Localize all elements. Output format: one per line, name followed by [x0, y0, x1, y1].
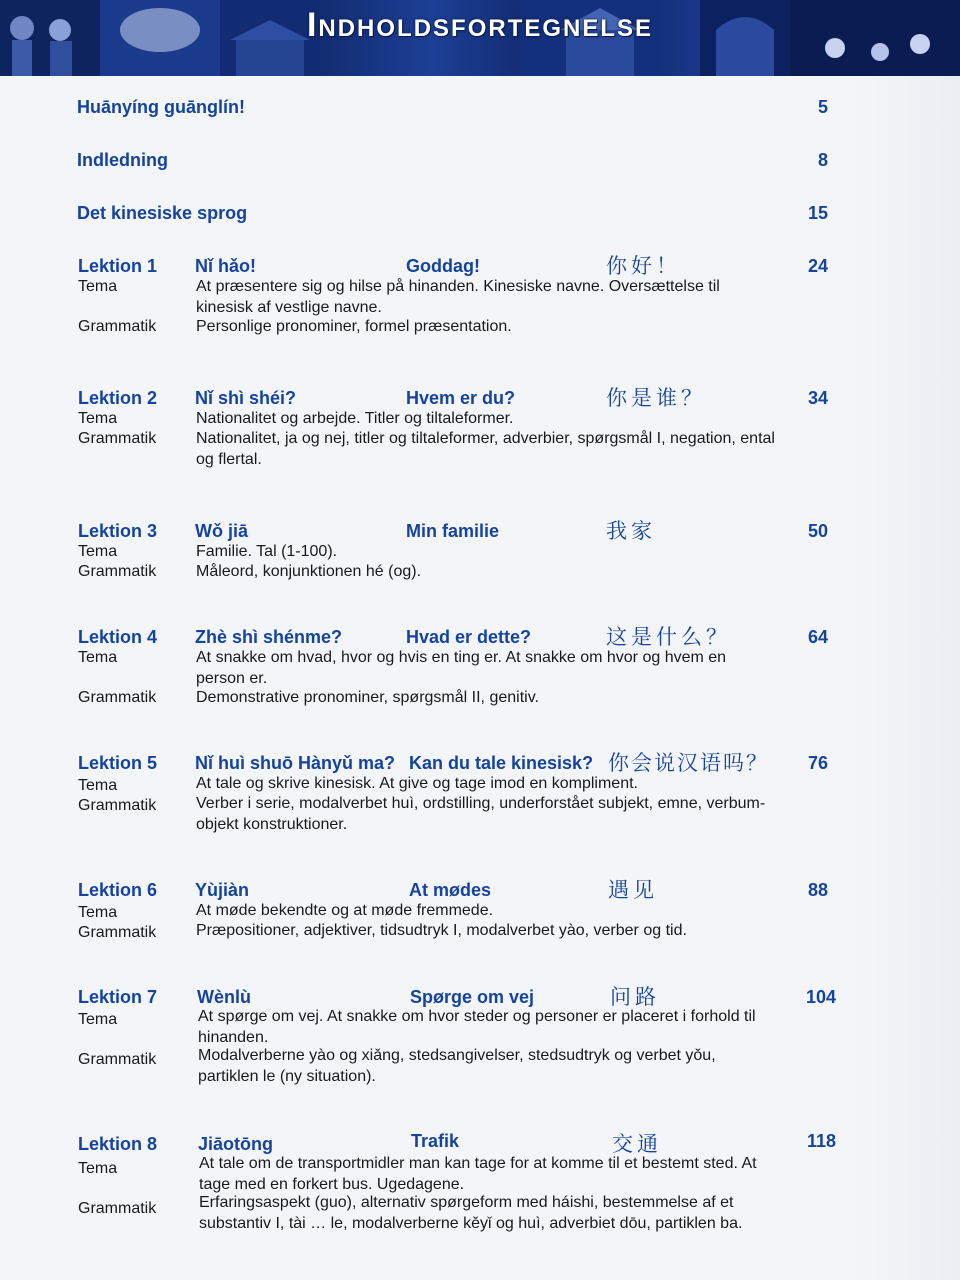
grammatik-text: Demonstrative pronominer, spørgsmål II, genitiv. [196, 689, 539, 706]
tema-text: At præsentere sig og hilse på hinanden. Kinesiske navne. Oversættelse til kinesisk af vestlige navne. [196, 278, 720, 316]
lesson-number: Lektion 4 [78, 627, 158, 647]
lesson-danish-title: Hvem er du? [406, 388, 516, 408]
grammatik-label: Grammatik [78, 689, 157, 706]
lesson-page: 118 [806, 1131, 836, 1151]
tema-text: At snakke om hvad, hvor og hvis en ting er. At snakke om hvor og hvem en person er. [196, 649, 727, 687]
lesson-danish-title: Kan du tale kinesisk? [409, 753, 594, 773]
lesson-danish-title: Trafik [411, 1131, 460, 1151]
lesson-page: 24 [807, 256, 828, 276]
tema-label: Tema [78, 649, 118, 666]
grammatik-text: Måleord, konjunktionen hé (og). [196, 563, 422, 580]
lesson-chinese-title: 这是什么？ [606, 625, 731, 649]
tema-text: At møde bekendte og at møde fremmede. [196, 902, 494, 919]
grammatik-label: Grammatik [78, 430, 157, 447]
lesson-pinyin-title: Jiāotōng [198, 1134, 273, 1154]
lesson-pinyin-title: Wǒ jiā [195, 521, 248, 541]
lesson-chinese-title: 我家 [606, 519, 656, 543]
lesson-danish-title: Hvad er dette? [406, 627, 532, 647]
grammatik-text: Verber i serie, modalverbet huì, ordstilling, underforstået subjekt, emne, verbum-objekt konstruktioner. [196, 795, 766, 833]
lesson-pinyin-title: Zhè shì shénme? [195, 627, 343, 647]
lesson-danish-title: Goddag! [406, 256, 480, 276]
tema-label: Tema [78, 1160, 118, 1177]
toc-entry-page: 15 [807, 203, 828, 223]
lesson-danish-title: At mødes [409, 880, 492, 900]
lesson-danish-title: Min familie [406, 521, 500, 541]
tema-label: Tema [78, 1011, 118, 1028]
header-banner [0, 0, 960, 76]
lesson-pinyin-title: Wènlù [197, 987, 251, 1007]
lesson-number: Lektion 7 [78, 987, 158, 1007]
lesson-page: 104 [805, 987, 836, 1007]
tema-text: At tale og skrive kinesisk. At give og tage imod en kompliment. [196, 775, 638, 792]
lesson-chinese-title: 你好！ [606, 254, 681, 278]
toc-entry-page: 8 [817, 150, 828, 170]
grammatik-label: Grammatik [78, 563, 157, 580]
lesson-number: Lektion 3 [78, 521, 158, 541]
grammatik-label: Grammatik [78, 924, 157, 941]
tema-text: Familie. Tal (1-100). [196, 543, 338, 560]
toc-entry-title: Indledning [77, 150, 168, 170]
grammatik-text: Personlige pronominer, formel præsentation. [196, 318, 512, 335]
lesson-pinyin-title: Nǐ shì shéi? [195, 388, 297, 408]
lesson-number: Lektion 1 [78, 256, 158, 276]
lesson-page: 34 [807, 388, 828, 408]
grammatik-label: Grammatik [78, 318, 157, 335]
grammatik-label: Grammatik [78, 1051, 157, 1068]
lesson-page: 88 [807, 880, 828, 900]
page-title: Indholdsfortegnelse [306, 6, 654, 44]
lesson-chinese-title: 遇见 [608, 878, 658, 902]
toc-entry-title: Det kinesiske sprog [77, 203, 248, 223]
grammatik-text: Modalverberne yào og xiǎng, stedsangivelser, stedsudtryk og verbet yǒu, partiklen le (ny situation). [198, 1047, 716, 1085]
tema-text: At spørge om vej. At snakke om hvor steder og personer er placeret i forhold til hinanden. [198, 1008, 756, 1046]
grammatik-text: Præpositioner, adjektiver, tidsudtryk I, modalverbet yào, verber og tid. [196, 922, 687, 939]
toc-entry-title: Huānyíng guānglín! [77, 97, 245, 117]
lesson-chinese-title: 你是谁？ [606, 386, 706, 410]
tema-label: Tema [78, 904, 118, 921]
tema-label: Tema [78, 543, 118, 560]
lesson-page: 50 [807, 521, 828, 541]
grammatik-label: Grammatik [78, 1200, 157, 1217]
lesson-danish-title: Spørge om vej [410, 987, 535, 1007]
lesson-chinese-title: 问路 [610, 985, 660, 1009]
lesson-number: Lektion 2 [78, 388, 158, 408]
lesson-pinyin-title: Yùjiàn [195, 880, 250, 900]
tema-label: Tema [78, 777, 118, 794]
tema-label: Tema [78, 278, 118, 295]
lesson-page: 76 [807, 753, 828, 773]
lesson-chinese-title: 交通 [612, 1132, 662, 1156]
tema-text: Nationalitet og arbejde. Titler og tiltaleformer. [196, 410, 514, 427]
lesson-pinyin-title: Nǐ huì shuō Hànyǔ ma? [195, 753, 396, 773]
lesson-chinese-title: 你会说汉语吗？ [608, 751, 769, 775]
lesson-number: Lektion 6 [78, 880, 158, 900]
tema-text: At tale om de transportmidler man kan tage for at komme til et bestemt sted. At tage med en forkert bus. Ugedagene. [199, 1155, 757, 1193]
tema-label: Tema [78, 410, 118, 427]
page-edge-shadow [850, 76, 960, 1280]
lesson-number: Lektion 8 [78, 1134, 158, 1154]
grammatik-label: Grammatik [78, 797, 157, 814]
toc-entry-page: 5 [817, 97, 828, 117]
lesson-pinyin-title: Nǐ hǎo! [195, 256, 256, 276]
lesson-number: Lektion 5 [78, 753, 158, 773]
grammatik-text: Erfaringsaspekt (guo), alternativ spørgeform med háishi, bestemmelse af et substantiv I, tài … le, modalverberne kěyǐ og huì, adverbiet dōu, partiklen ba. [199, 1194, 743, 1232]
lesson-page: 64 [807, 627, 828, 647]
grammatik-text: Nationalitet, ja og nej, titler og tiltaleformer, adverbier, spørgsmål I, negation, ental og flertal. [196, 430, 775, 468]
